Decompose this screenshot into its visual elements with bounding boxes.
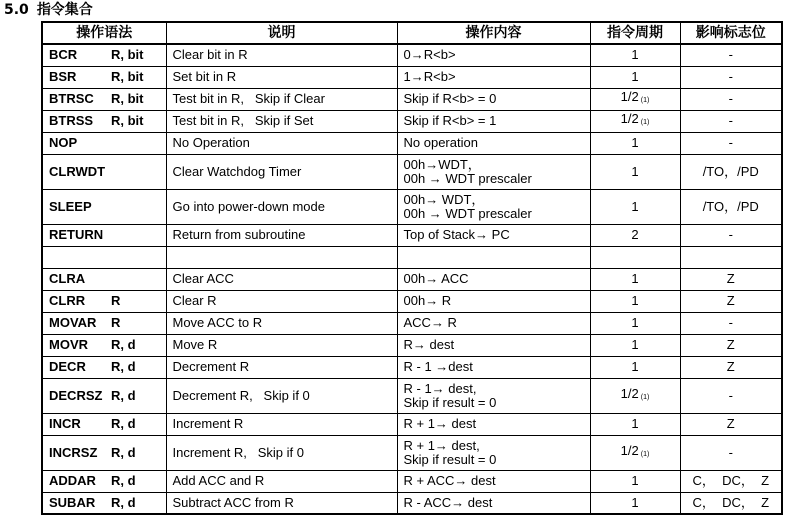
table-row — [42, 356, 782, 378]
table-row — [42, 334, 782, 356]
cell-flags: Z — [680, 413, 782, 435]
operation-line: Skip if result = 0 — [403, 394, 497, 410]
cell-description: Clear bit in R — [166, 44, 397, 66]
table-row — [42, 132, 782, 154]
operation-line: 1→R<b> — [403, 69, 456, 84]
table-body — [42, 44, 782, 514]
cell-cycles — [590, 435, 680, 470]
mnemonic: MOVAR — [49, 315, 97, 330]
cell-operation — [397, 246, 590, 268]
operation-line: 00h→ WDT， — [403, 191, 485, 207]
footnote-marker: (1) — [640, 119, 650, 126]
cell-syntax — [42, 110, 166, 132]
operation-line: Top of Stack→ PC — [403, 227, 510, 242]
table-row — [42, 66, 782, 88]
operation-line: 00h → WDT prescaler — [403, 170, 532, 186]
cell-flags: Z — [680, 268, 782, 290]
cell-description — [166, 246, 397, 268]
section-title: 指令集合 — [36, 2, 93, 18]
cell-flags: - — [680, 224, 782, 246]
cell-operation — [397, 154, 590, 189]
operands: R — [111, 293, 121, 308]
cell-operation — [397, 224, 590, 246]
cell-cycles — [590, 378, 680, 413]
operation-line: No operation — [403, 135, 478, 150]
cell-flags: - — [680, 435, 782, 470]
operation-line: R + ACC→ dest — [403, 473, 496, 488]
cell-operation — [397, 470, 590, 492]
mnemonic: RETURN — [49, 227, 104, 242]
table-row — [42, 492, 782, 514]
cell-description: Increment R, Skip if 0 — [166, 435, 397, 470]
cell-flags: - — [680, 110, 782, 132]
cell-syntax — [42, 492, 166, 514]
cycle-count: 1 — [631, 416, 639, 431]
cell-syntax — [42, 356, 166, 378]
cell-operation — [397, 413, 590, 435]
operation-line: R - 1 →dest — [403, 359, 473, 374]
cell-flags: - — [680, 312, 782, 334]
column-header-description: 说明 — [166, 22, 397, 44]
cycle-count: 1/2 — [620, 385, 639, 401]
cell-flags: - — [680, 66, 782, 88]
column-header-cycles: 指令周期 — [590, 22, 680, 44]
cell-cycles — [590, 66, 680, 88]
cell-description: Move R — [166, 334, 397, 356]
mnemonic: SLEEP — [49, 198, 92, 214]
footnote-marker: (1) — [640, 97, 650, 104]
column-header-flags: 影响标志位 — [680, 22, 782, 44]
cell-operation — [397, 312, 590, 334]
cell-cycles — [590, 189, 680, 224]
cell-operation — [397, 334, 590, 356]
cell-syntax — [42, 189, 166, 224]
cell-flags: Z — [680, 290, 782, 312]
cell-syntax — [42, 224, 166, 246]
cell-flags: /TO，/PD — [680, 154, 782, 189]
cell-flags: Z — [680, 356, 782, 378]
cell-operation — [397, 378, 590, 413]
operation-line: R→ dest — [403, 337, 455, 352]
cell-syntax — [42, 154, 166, 189]
cell-flags: - — [680, 132, 782, 154]
operands: R, d — [111, 387, 136, 403]
cell-description: Clear R — [166, 290, 397, 312]
cycle-count: 1 — [631, 337, 639, 352]
cycle-count: 1 — [631, 47, 639, 63]
cell-operation — [397, 44, 590, 66]
cell-syntax — [42, 470, 166, 492]
cell-cycles — [590, 290, 680, 312]
table-row — [42, 224, 782, 246]
cell-operation — [397, 290, 590, 312]
cycle-count: 1 — [631, 135, 639, 150]
mnemonic: CLRA — [49, 271, 86, 286]
cell-operation — [397, 189, 590, 224]
cycle-count: 1 — [631, 163, 639, 179]
operands: R, bit — [111, 91, 144, 106]
cycle-count: 2 — [631, 227, 639, 242]
cell-syntax — [42, 246, 166, 268]
cell-cycles — [590, 110, 680, 132]
table-row — [42, 435, 782, 470]
cycle-count: 1/2 — [620, 89, 639, 104]
cell-syntax — [42, 44, 166, 66]
table-row — [42, 189, 782, 224]
table-row — [42, 290, 782, 312]
cell-flags: C， DC， Z — [680, 470, 782, 492]
operation-line: ACC→ R — [403, 315, 457, 330]
cell-cycles — [590, 356, 680, 378]
mnemonic: BSR — [49, 69, 77, 84]
operands: R — [111, 315, 121, 330]
operands: R, d — [111, 444, 136, 460]
cell-flags: Z — [680, 334, 782, 356]
mnemonic: BTRSS — [49, 113, 94, 128]
column-header-operation: 操作内容 — [397, 22, 590, 44]
mnemonic: BCR — [49, 47, 78, 63]
cycle-count: 1/2 — [620, 442, 639, 458]
cell-syntax — [42, 435, 166, 470]
mnemonic: CLRWDT — [49, 163, 106, 179]
cell-operation — [397, 435, 590, 470]
table-row — [42, 378, 782, 413]
cell-description: Add ACC and R — [166, 470, 397, 492]
mnemonic: DECR — [49, 359, 86, 374]
mnemonic: ADDAR — [49, 473, 96, 488]
cell-cycles — [590, 246, 680, 268]
cell-operation — [397, 110, 590, 132]
cycle-count: 1 — [631, 473, 639, 488]
cell-flags: - — [680, 44, 782, 66]
table-row — [42, 110, 782, 132]
mnemonic: CLRR — [49, 293, 86, 308]
cell-syntax — [42, 66, 166, 88]
cell-flags — [680, 246, 782, 268]
operation-line: Skip if R<b> = 1 — [403, 113, 497, 128]
cell-cycles — [590, 413, 680, 435]
cell-cycles — [590, 268, 680, 290]
cell-description: Clear ACC — [166, 268, 397, 290]
cell-cycles — [590, 492, 680, 514]
operation-line: R - ACC→ dest — [403, 494, 493, 510]
cell-flags: C， DC， Z — [680, 492, 782, 514]
cell-description: Go into power-down mode — [166, 189, 397, 224]
cycle-count: 1 — [631, 69, 639, 84]
cell-syntax — [42, 132, 166, 154]
cell-description: Test bit in R, Skip if Clear — [166, 88, 397, 110]
cell-syntax — [42, 378, 166, 413]
cycle-count: 1 — [631, 494, 639, 510]
operation-line: Skip if R<b> = 0 — [403, 91, 497, 106]
cell-operation — [397, 492, 590, 514]
cell-cycles — [590, 44, 680, 66]
cell-description: Clear Watchdog Timer — [166, 154, 397, 189]
cell-flags: - — [680, 88, 782, 110]
cycle-count: 1 — [631, 271, 639, 286]
cell-description: Move ACC to R — [166, 312, 397, 334]
cycle-count: 1 — [631, 198, 639, 214]
table-row — [42, 268, 782, 290]
cell-cycles — [590, 132, 680, 154]
cell-cycles — [590, 334, 680, 356]
cell-description: No Operation — [166, 132, 397, 154]
mnemonic: INCR — [49, 416, 81, 431]
mnemonic: MOVR — [49, 337, 88, 352]
operation-line: R + 1→ dest — [403, 416, 477, 431]
cell-description: Set bit in R — [166, 66, 397, 88]
operation-line: Skip if result = 0 — [403, 451, 497, 467]
cell-syntax — [42, 312, 166, 334]
operation-line: R - 1→ dest, — [403, 380, 477, 396]
cell-description: Decrement R, Skip if 0 — [166, 378, 397, 413]
table-row — [42, 154, 782, 189]
cell-description: Return from subroutine — [166, 224, 397, 246]
mnemonic: NOP — [49, 135, 78, 150]
table-row — [42, 88, 782, 110]
section-number: 5.0 — [4, 2, 29, 18]
cell-syntax — [42, 334, 166, 356]
footnote-marker: (1) — [640, 450, 650, 458]
cell-flags: - — [680, 378, 782, 413]
cell-cycles — [590, 224, 680, 246]
cycle-count: 1 — [631, 359, 639, 374]
operands: R, d — [111, 494, 136, 510]
mnemonic: BTRSC — [49, 91, 94, 106]
cell-operation — [397, 66, 590, 88]
cell-syntax — [42, 268, 166, 290]
cell-flags: /TO，/PD — [680, 189, 782, 224]
table-row — [42, 44, 782, 66]
instruction-set-table — [41, 21, 783, 515]
operation-line: 00h→ ACC — [403, 271, 469, 286]
mnemonic: DECRSZ — [49, 387, 103, 403]
operation-line: 00h → WDT prescaler — [403, 205, 532, 221]
cell-description: Subtract ACC from R — [166, 492, 397, 514]
operation-line: 00h→WDT， — [403, 156, 481, 172]
table-header-row — [42, 22, 782, 44]
cell-operation — [397, 268, 590, 290]
operation-line: 00h→ R — [403, 293, 452, 308]
operands: R, d — [111, 416, 136, 431]
cell-operation — [397, 132, 590, 154]
cycle-count: 1 — [631, 315, 639, 330]
cell-cycles — [590, 470, 680, 492]
operands: R, d — [111, 359, 136, 374]
cell-cycles — [590, 154, 680, 189]
cycle-count: 1 — [631, 293, 639, 308]
cell-syntax — [42, 290, 166, 312]
cell-description: Decrement R — [166, 356, 397, 378]
cell-description: Test bit in R, Skip if Set — [166, 110, 397, 132]
cell-cycles — [590, 88, 680, 110]
table-row — [42, 413, 782, 435]
operands: R, d — [111, 473, 136, 488]
operation-line: 0→R<b> — [403, 47, 456, 63]
mnemonic: SUBAR — [49, 494, 96, 510]
column-header-syntax: 操作语法 — [42, 22, 166, 44]
table-row — [42, 470, 782, 492]
table-row — [42, 246, 782, 268]
cell-syntax — [42, 88, 166, 110]
mnemonic: INCRSZ — [49, 444, 98, 460]
footnote-marker: (1) — [640, 393, 650, 401]
cell-cycles — [590, 312, 680, 334]
cell-description: Increment R — [166, 413, 397, 435]
cycle-count: 1/2 — [620, 111, 639, 126]
operands: R, bit — [111, 113, 144, 128]
table-row — [42, 312, 782, 334]
operands: R, bit — [111, 47, 144, 63]
operands: R, bit — [111, 69, 144, 84]
cell-syntax — [42, 413, 166, 435]
cell-operation — [397, 356, 590, 378]
operands: R, d — [111, 337, 136, 352]
section-heading — [4, 0, 93, 20]
operation-line: R + 1→ dest, — [403, 437, 480, 453]
cell-operation — [397, 88, 590, 110]
